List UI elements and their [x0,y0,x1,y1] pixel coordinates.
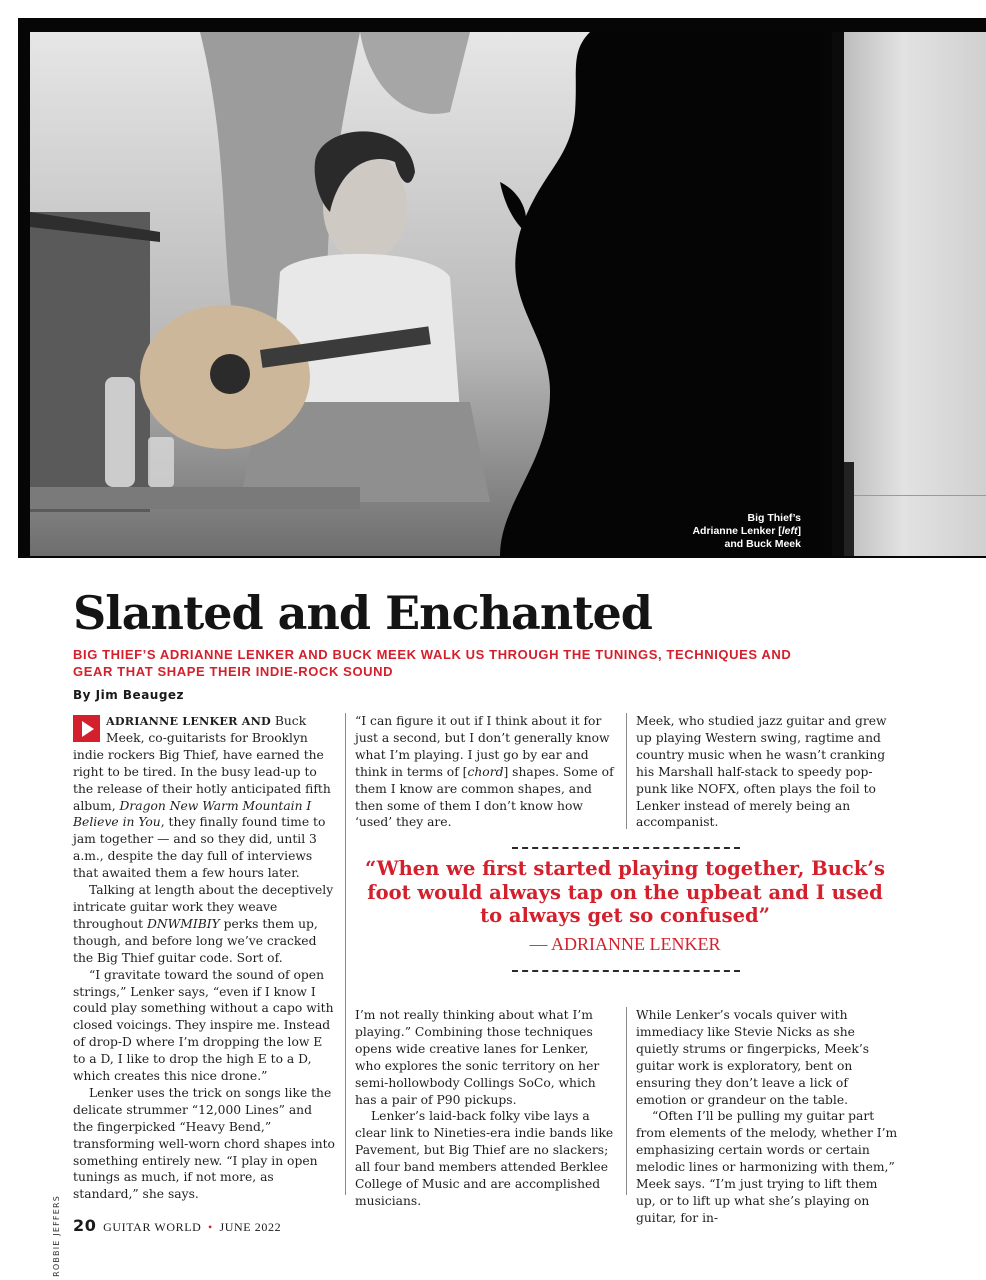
column-2-bottom [355,1007,617,1210]
photo-second-frame [832,32,986,556]
paragraph-4: Lenker uses the trick on songs like the delicate strummer “12,000 Lines” and the fingerpicked “Heavy Bend,” transforming well-worn chord shapes into something entirely new. “I play in open tunings as much, if not more, as standard,” she says. [73,1085,335,1202]
col2-chord: chord [467,764,504,779]
album-title: Dragon New Warm Mountain I Believe in You [73,798,312,830]
col2-top-paragraph [355,713,617,831]
col3-bottom-p2: “Often I’ll be pulling my guitar part from elements of the melody, whether I’m emphasizing certain words or certain melodic lines or harmonizing with them,” Meek says. “I’m just trying to lift them up, or to lift up what she’s playing on guitar, for in- [636,1109,898,1225]
p1-part-a: Buck Meek, co-guitarists for Brooklyn indie rockers Big Thief, have earned the right to be tired. In the busy lead-up to the release of their hotly anticipated fifth album, [73,714,331,813]
column-2-top [355,713,617,831]
column-3-bottom [636,1007,898,1227]
column-rule-2-bottom [626,1007,627,1195]
pull-quote-rule-top [512,847,740,849]
p2-part-a: Talking at length about the deceptively intricate guitar work they weave throughout [73,883,334,931]
paragraph-2 [73,882,335,967]
col3-top-paragraph: Meek, who studied jazz guitar and grew up playing Western swing, ragtime and country music when he wasn’t cranking his Marshall half-stack to speedy pop-punk like NOFX, often plays the foil to Lenker instead of merely being an accompanist. [636,714,887,830]
album-abbrev: DNWMIBIY [147,916,220,931]
column-rule-2-top [626,713,627,829]
p2-part-b: perks them up, though, and before long we’ve cracked the Big Thief guitar code. Sort of. [73,916,318,965]
article-title: Slanted and Enchanted [73,586,652,640]
caption-line-2a: Adrianne Lenker [ [692,525,782,537]
byline: By Jim Beaugez [73,688,185,702]
p1-part-b: , they finally found time to jam together — and so they did, until 3 a.m., despite the day full of interviews that awaited them a few hours later. [73,815,326,881]
photo-guitarist-scene [30,32,823,556]
hero-photo [18,18,986,558]
issue-date: JUNE 2022 [219,1220,282,1234]
photo-illustration [30,32,823,556]
story-start-play-icon [73,715,100,742]
col2-bottom-p2: Lenker’s laid-back folky vibe lays a clear link to Nineties-era indie bands like Pavement, but Big Thief are no slackers; all four band members attended Berklee College of Music and are accomplished musicians. [355,1109,614,1208]
pull-quote-attribution: — ADRIANNE LENKER [529,934,721,954]
page-folio [73,1216,281,1235]
paragraph-1 [73,713,335,882]
pull-quote: “When we first started playing together, Buck’s foot would always tap on the upbeat and I used to always get so confused” [364,857,886,927]
folio-separator: • [208,1220,213,1234]
column-3-top [636,713,898,831]
column-1 [73,713,335,1203]
strip-shadow [844,462,854,556]
pull-quote-rule-bottom [512,970,740,972]
col2-top-a: “I can figure it out if I think about it for just a second, but I don’t generally know what I’m playing. I just go by ear and think in terms of [ [355,714,610,779]
caption-line-3: and Buck Meek [724,538,801,550]
caption-line-1: Big Thief’s [747,512,801,524]
col3-bottom-p1: While Lenker’s vocals quiver with immediacy like Stevie Nicks as she quietly strums or fingerpicks, Meek’s guitar work is exploratory, bent on ensuring they don’t leave a lick of emotion or grandeur on the table. [636,1008,870,1107]
column-rule-1 [345,713,346,1195]
caption-left: left [781,525,798,537]
article-deck: BIG THIEF’S ADRIANNE LENKER AND BUCK MEEK WALK US THROUGH THE TUNINGS, TECHNIQUES AND GEAR THAT SHAPE THEIR INDIE-ROCK SOUND [73,647,792,679]
photo-caption [692,512,801,551]
paragraph-3: “I gravitate toward the sound of open strings,” Lenker says, “even if I know I could play something without a capo with closed voicings. They inspire me. Instead of drop-D where I’m dropping the low E to a D, I like to drop the high E to a D, which creates this nice drone.” [73,967,334,1084]
col2-bottom-p1: I’m not really thinking about what I’m playing.” Combining those techniques opens wide creative lanes for Lenker, who explores the sonic territory on her semi-hollowbody Collings SoCo, which has a pair of P90 pickups. [355,1008,600,1107]
magazine-name: GUITAR WORLD [103,1220,202,1234]
page-number: 20 [73,1216,97,1235]
lead-in: ADRIANNE LENKER AND [106,714,271,728]
strip-floor-line [844,495,986,496]
photo-credit: ROBBIE JEFFERS [52,1195,61,1277]
col2-top-b: ] shapes. Some of them I know are common shapes, and then some of them I don’t know how ‘used’ they are. [355,764,614,830]
caption-line-2c: ] [797,525,801,537]
